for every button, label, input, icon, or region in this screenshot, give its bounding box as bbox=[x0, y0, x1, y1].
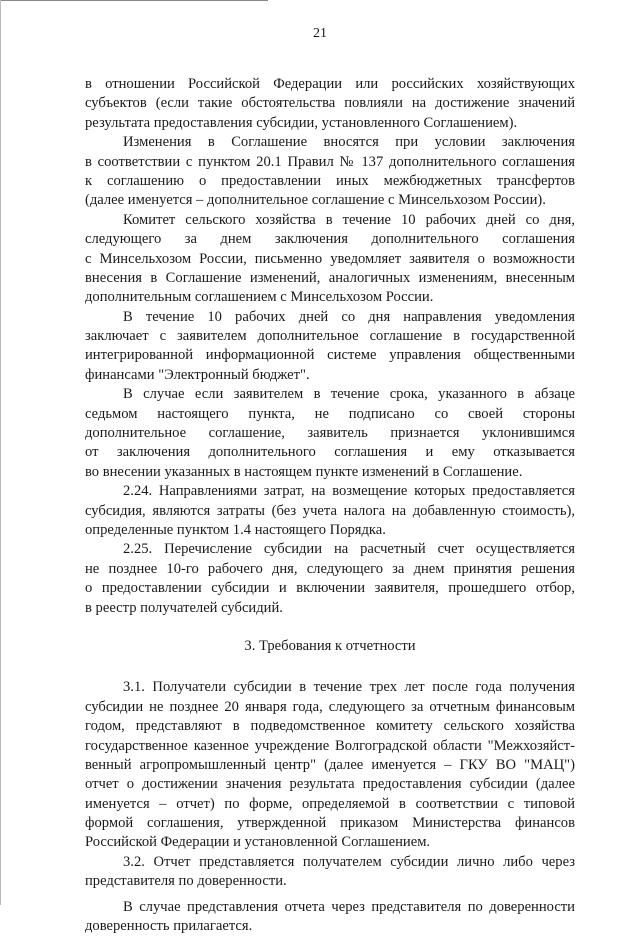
text-line: Комитет сельского хозяйства в течение 10 рабочих дней со дня, bbox=[123, 211, 575, 228]
text-line: годом, представляют в подведомственное комитету сельского хозяйства bbox=[85, 718, 575, 735]
paragraph-e-budget bbox=[85, 308, 575, 386]
text-line: финансами "Электронный бюджет". bbox=[85, 366, 310, 383]
paragraph-refusal bbox=[85, 385, 575, 482]
paragraph-amendments bbox=[85, 133, 575, 211]
text-line: Российской Федерации и установленной Соглашением. bbox=[85, 834, 431, 851]
text-line: представителя по доверенности. bbox=[85, 873, 287, 890]
document-body bbox=[85, 75, 575, 936]
paragraph-proxy bbox=[85, 898, 575, 936]
text-line: (далее именуется – дополнительное соглашение с Минсельхозом России). bbox=[85, 192, 546, 209]
text-line: отчет о достижении значения результата предоставления субсидии (далее bbox=[85, 776, 575, 793]
text-line: к соглашению о предоставлении иных межбюджетных трансфертов bbox=[85, 172, 575, 189]
text-line: дополнительное соглашение, заявитель признается уклонившимся bbox=[85, 425, 575, 442]
text-line: доверенность прилагается. bbox=[85, 918, 253, 935]
paragraph-continuation bbox=[85, 75, 575, 133]
text-line: следующего за днем заключения дополнительного соглашения bbox=[85, 231, 575, 248]
text-line: дополнительным соглашением с Минсельхозом России. bbox=[85, 289, 434, 306]
paragraph-committee-notice bbox=[85, 211, 575, 308]
scan-edge-left bbox=[0, 0, 1, 905]
text-line: седьмом настоящего пункта, не подписано со своей стороны bbox=[85, 405, 575, 422]
text-line: В случае представления отчета через представителя по доверенности bbox=[123, 898, 575, 915]
text-line: В течение 10 рабочих дней со дня направления уведомления bbox=[123, 308, 575, 325]
text-line: формой соглашения, утвержденной приказом Министерства финансов bbox=[85, 815, 575, 832]
text-line: с Минсельхозом России, письменно уведомляет заявителя о возможности bbox=[85, 250, 575, 267]
text-line: государственное казенное учреждение Волгоградской области "Межхозяйст- bbox=[85, 737, 575, 754]
text-line: во внесении указанных в настоящем пункте изменений в Соглашение. bbox=[85, 463, 523, 480]
text-line: результата предоставления субсидии, установленного Соглашением). bbox=[85, 114, 518, 131]
page-number: 21 bbox=[313, 26, 327, 41]
text-line: субсидии не позднее 20 января года, следующего за отчетным финансовым bbox=[85, 698, 575, 715]
text-line: внесения в Соглашение изменений, аналогичных изменениям, внесенным bbox=[85, 269, 575, 286]
clause-3-2 bbox=[85, 853, 575, 892]
text-line: венный агропромышленный центр" (далее именуется – ГКУ ВО "МАЦ") bbox=[85, 756, 575, 773]
scan-edge-top bbox=[0, 0, 268, 1]
text-line: в соответствии с пунктом 20.1 Правил № 137 дополнительного соглашения bbox=[85, 153, 575, 170]
text-line: не позднее 10-го рабочего дня, следующего за днем принятия решения bbox=[85, 560, 575, 577]
text-line: в отношении Российской Федерации или российских хозяйствующих bbox=[85, 76, 575, 92]
text-line: от заключения дополнительного соглашения и ему отказывается bbox=[85, 444, 575, 461]
clause-2-25 bbox=[85, 540, 575, 618]
text-line: интегрированной информационной системе управления общественными bbox=[85, 347, 575, 364]
text-line: в реестр получателей субсидий. bbox=[85, 599, 283, 616]
section-heading: 3. Требования к отчетности bbox=[244, 637, 416, 654]
clause-2-24 bbox=[85, 482, 575, 540]
text-line: 3.1. Получатели субсидии в течение трех лет после года получения bbox=[123, 679, 575, 696]
text-line: 3.2. Отчет представляется получателем субсидии лично либо через bbox=[123, 853, 575, 870]
text-line: В случае если заявителем в течение срока, указанного в абзаце bbox=[123, 386, 575, 403]
text-line: именуется – отчет) по форме, определяемой в соответствии с типовой bbox=[85, 795, 575, 812]
text-line: Изменения в Соглашение вносятся при условии заключения bbox=[123, 134, 575, 151]
text-line: заключает с заявителем дополнительное соглашение в государственной bbox=[85, 328, 575, 345]
text-line: 2.25. Перечисление субсидии на расчетный счет осуществляется bbox=[123, 541, 575, 558]
text-line: субсидия, являются затраты (без учета налога на добавленную стоимость), bbox=[85, 502, 575, 519]
text-line: субъектов (если такие обстоятельства повлияли на достижение значений bbox=[85, 95, 575, 112]
text-line: определенные пунктом 1.4 настоящего Порядка. bbox=[85, 521, 386, 538]
clause-3-1 bbox=[85, 678, 575, 853]
text-line: 2.24. Направлениями затрат, на возмещение которых предоставляется bbox=[123, 483, 575, 500]
text-line: о предоставлении субсидии и включении заявителя, прошедшего отбор, bbox=[85, 580, 575, 597]
